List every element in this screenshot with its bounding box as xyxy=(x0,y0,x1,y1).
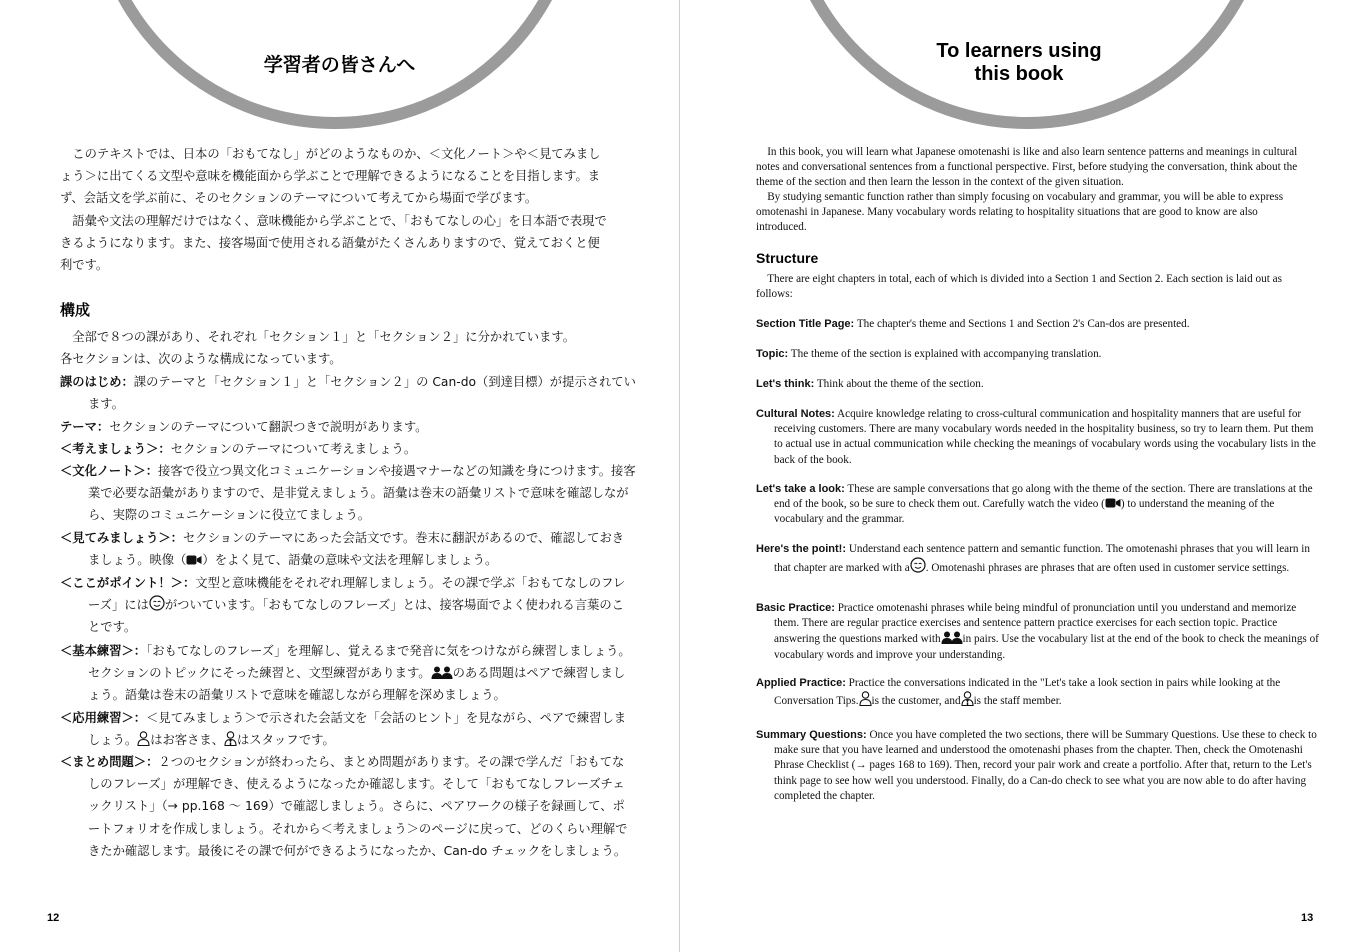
item-label: 課のはじめ： xyxy=(60,375,134,389)
item-text: ) to understand the meaning of the vocabulary and the grammar. xyxy=(774,498,1275,526)
customer-person-icon xyxy=(859,691,872,706)
video-camera-icon xyxy=(1105,497,1121,509)
intro-paragraph-1: このテキストでは、日本の「おもてなし」がどのようなものか、＜文化ノート＞や＜見てみましょう＞に出てくる文型や意味を機能面から学ぶことで理解できるようになることを目指します。まず、会話文を学ぶ前に、そのセクションのテーマについて考えてから場面で学びます。 xyxy=(60,147,601,206)
item-label: ＜まとめ問題＞： xyxy=(60,755,159,769)
omotenashi-phrase-icon xyxy=(149,595,165,611)
intro-paragraph-2: By studying semantic function rather than simply focusing on vocabulary and grammar, you will be able to express omotenashi in Japanese. Many vocabulary words relating to hospitality situations that are good to know are also introduced. xyxy=(756,191,1284,234)
item-text: はスタッフです。 xyxy=(237,733,335,748)
item-label: ＜応用練習＞： xyxy=(60,711,147,725)
structure-item-lets-think xyxy=(756,377,1320,392)
item-label: Cultural Notes: xyxy=(756,408,835,420)
structure-intro: There are eight chapters in total, each of which is divided into a Section 1 and Section 2. Each section is laid out as follows: xyxy=(756,273,1282,301)
item-text: はお客さま、 xyxy=(150,733,224,748)
item-text: がついています。「おもてなしのフレーズ」とは、接客場面でよく使われる言葉のことです。 xyxy=(88,598,624,635)
structure-item-theme xyxy=(60,416,636,438)
item-text: セクションのテーマにあった会話文です。巻末に翻訳があるので、確認しておきましょう。映像（ xyxy=(88,531,625,568)
item-text: Understand each sentence pattern and semantic function. The omotenashi phrases that you will learn in that chapter are marked with a xyxy=(774,543,1310,575)
structure-heading: Structure xyxy=(756,250,819,266)
page-title xyxy=(680,40,1358,86)
structure-item-topic xyxy=(756,347,1320,362)
intro-paragraph-1: In this book, you will learn what Japanese omotenashi is like and also learn sentence patterns and meanings in cultural notes and conversational sentences from a functional perspective. First, before studying the conversation, think about the theme of the section and then learn the lesson in the context of the given situation. xyxy=(756,146,1298,189)
item-label: Applied Practice: xyxy=(756,677,846,689)
item-text: 接客で役立つ異文化コミュニケーションや接遇マナーなどの知識を身につけます。接客業で必要な語彙がありますので、是非覚えましょう。語彙は巻末の語彙リストで意味を確認しながら、実際のコミュニケーションに役立てましょう。 xyxy=(88,464,636,523)
item-text: 課のテーマと「セクション１」と「セクション２」の Can-do（到達目標）が提示されています。 xyxy=(88,375,636,412)
item-label: Summary Questions: xyxy=(756,729,867,741)
structure-item-lets-take-a-look xyxy=(756,482,1320,528)
item-text: 文型と意味機能をそれぞれ理解しましょう。その課で学ぶ「おもてなしのフレーズ」には xyxy=(88,576,626,613)
item-label: Basic Practice: xyxy=(756,602,835,614)
item-label: ＜文化ノート＞： xyxy=(60,464,159,478)
structure-item-basic-practice xyxy=(60,640,636,707)
item-label: Section Title Page: xyxy=(756,318,855,330)
structure-item-cultural-notes xyxy=(756,407,1320,468)
item-text: ＜見てみましょう＞で示された会話文を「会話のヒント」を見ながら、ペアで練習しましょう。 xyxy=(88,711,627,748)
item-label: ＜見てみましょう＞： xyxy=(60,531,183,545)
structure-item-lets-take-a-look xyxy=(60,527,636,571)
item-text: Practice the conversations indicated in the "Let's take a look section in pairs while looking at the Conversation Tips. xyxy=(774,677,1281,708)
video-camera-icon xyxy=(186,554,202,566)
item-label: Let's take a look: xyxy=(756,483,845,495)
structure-item-cultural-notes xyxy=(60,460,636,527)
structure-heading: 構成 xyxy=(60,301,91,319)
structure-item-heres-the-point xyxy=(60,572,636,639)
item-text: ２つのセクションが終わったら、まとめ問題があります。その課で学んだ「おもてなしのフレーズ」が理解でき、使えるようになったか確認します。そして「おもてなしフレーズチェックリスト」（→ pp.168 ～ 169）で確認しましょう。さらに、ペアワークの様子を録画して、ポートフォリオを作成しましょう。それから＜考えましょう＞のページに戻って、どのくらい理解できたか確認します。最後にその課で何ができるようになったか、Can-do チェックをしましょう。 xyxy=(88,755,628,858)
item-text: のある問題はペアで練習しましょう。語彙は巻末の語彙リストで意味を確認しながら理解を深めましょう。 xyxy=(88,666,626,703)
structure-item-basic-practice xyxy=(756,601,1320,663)
item-label: Topic: xyxy=(756,348,789,360)
structure-item-applied-practice xyxy=(756,676,1320,709)
pair-people-icon xyxy=(941,631,963,644)
staff-person-icon xyxy=(224,731,237,746)
item-text: is the staff member. xyxy=(973,695,1062,708)
structure-item-applied-practice xyxy=(60,707,636,751)
structure-intro-2: 各セクションは、次のような構成になっています。 xyxy=(60,352,342,366)
right-page xyxy=(680,0,1358,952)
page-title-line-2: this book xyxy=(974,63,1064,85)
item-text: Once you have completed the two sections, there will be Summary Questions. Use these to check to make sure that you have learned and understood the omotenashi phases from the chapter. Then, check the Omotenashi Phrase Checklist (→ pages 168 to 169). Then, record your pair work and create a portfolio. After that, return to the Let's think page to see how well you understood. Finally, do a Can-do check to see what you are now able to do after having completed the chapter. xyxy=(774,729,1317,802)
item-label: Let's think: xyxy=(756,378,815,390)
page-number: 12 xyxy=(47,912,60,924)
item-label: ＜基本練習＞： xyxy=(60,644,147,658)
staff-person-icon xyxy=(961,691,974,706)
structure-item-lets-think xyxy=(60,438,636,460)
item-text: セクションのテーマについて翻訳つきで説明があります。 xyxy=(109,420,428,434)
item-text: in pairs. Use the vocabulary list at the end of the book to check the meanings of vocabulary words and improve your understanding. xyxy=(774,633,1319,661)
item-text: 「おもてなしのフレーズ」を理解し、覚えるまで発音に気をつけながら練習しましょう。セクションのトピックにそった練習と、文型練習があります。 xyxy=(88,644,631,681)
item-text: The theme of the section is explained with accompanying translation. xyxy=(788,348,1102,360)
structure-item-summary-questions xyxy=(60,751,636,862)
item-text: Acquire knowledge relating to cross-cultural communication and hospitality manners that are useful for receiving customers. There are many vocabulary words needed in the hospitality business, so try to learn them. Put them to actual use in actual communication while checking the meanings of vocabulary words using the vocabulary lists in the back of the book. xyxy=(774,408,1316,466)
item-label: Here's the point!: xyxy=(756,543,847,555)
intro-paragraph-2: 語彙や文法の理解だけではなく、意味機能から学ぶことで、「おもてなしの心」を日本語で表現できるようになります。また、接客場面で使用される語彙がたくさんありますので、覚えておくと便利です。 xyxy=(60,214,607,273)
structure-intro-1: 全部で８つの課があり、それぞれ「セクション１」と「セクション２」に分かれています。 xyxy=(72,330,575,344)
item-text: Practice omotenashi phrases while being mindful of pronunciation until you understand and memorize them. There are regular practice exercises and sentence pattern practice exercises for each section topic. Practice answering the questions marked with xyxy=(774,602,1297,646)
item-text: These are sample conversations that go along with the theme of the section. There are translations at the end of the book, so be sure to check them out. Carefully watch the video ( xyxy=(774,483,1313,511)
omotenashi-phrase-icon xyxy=(910,557,926,573)
structure-item-chapter-start xyxy=(60,371,636,415)
pair-people-icon xyxy=(431,666,453,679)
item-text: Think about the theme of the section. xyxy=(814,378,984,390)
item-label: ＜ここがポイント！＞： xyxy=(60,576,196,590)
item-label: ＜考えましょう＞： xyxy=(60,442,171,456)
page-number: 13 xyxy=(1301,912,1314,924)
item-text: The chapter's theme and Sections 1 and Section 2's Can-dos are presented. xyxy=(854,318,1190,330)
page-title-line-1: To learners using xyxy=(936,40,1102,62)
item-text: . Omotenashi phrases are phrases that are often used in customer service settings. xyxy=(925,562,1290,575)
structure-item-section-title-page xyxy=(756,317,1320,332)
structure-item-heres-the-point xyxy=(756,542,1320,576)
page-title: 学習者の皆さんへ xyxy=(263,54,416,76)
item-text: ）をよく見て、語彙の意味や文法を理解しましょう。 xyxy=(202,553,498,568)
item-text: セクションのテーマについて考えましょう。 xyxy=(170,442,417,456)
customer-person-icon xyxy=(137,731,150,746)
item-label: テーマ： xyxy=(60,420,110,434)
item-text: is the customer, and xyxy=(871,695,961,708)
structure-item-summary-questions xyxy=(756,728,1320,804)
